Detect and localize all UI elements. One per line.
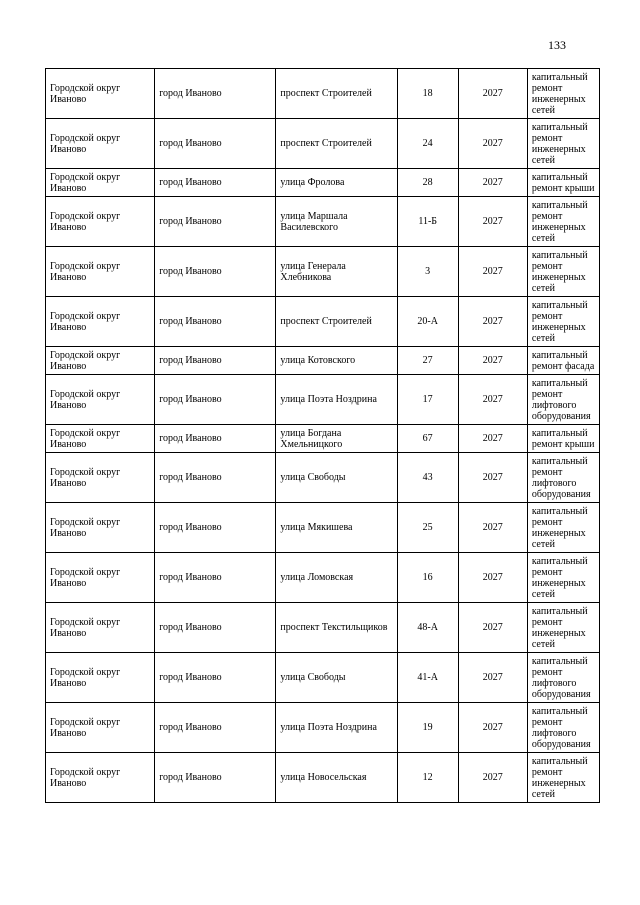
- year-cell: 2027: [458, 753, 527, 803]
- year-cell: 2027: [458, 603, 527, 653]
- street-cell: улица Фролова: [276, 169, 397, 197]
- table-row: [46, 119, 600, 169]
- year-cell: 2027: [458, 119, 527, 169]
- district-cell: Городской округ Иваново: [46, 247, 155, 297]
- city-cell: город Иваново: [155, 69, 276, 119]
- table-row: [46, 553, 600, 603]
- table-row: [46, 375, 600, 425]
- district-cell: Городской округ Иваново: [46, 425, 155, 453]
- house-cell: 19: [397, 703, 458, 753]
- city-cell: город Иваново: [155, 453, 276, 503]
- district-cell: Городской округ Иваново: [46, 69, 155, 119]
- house-cell: 48-А: [397, 603, 458, 653]
- city-cell: город Иваново: [155, 375, 276, 425]
- table-row: [46, 347, 600, 375]
- city-cell: город Иваново: [155, 119, 276, 169]
- year-cell: 2027: [458, 453, 527, 503]
- work-type-cell: капитальный ремонт инженерных сетей: [527, 69, 599, 119]
- house-cell: 16: [397, 553, 458, 603]
- district-cell: Городской округ Иваново: [46, 553, 155, 603]
- table-row: [46, 169, 600, 197]
- house-cell: 43: [397, 453, 458, 503]
- year-cell: 2027: [458, 347, 527, 375]
- street-cell: улица Генерала Хлебникова: [276, 247, 397, 297]
- work-type-cell: капитальный ремонт инженерных сетей: [527, 553, 599, 603]
- street-cell: проспект Строителей: [276, 119, 397, 169]
- street-cell: улица Новосельская: [276, 753, 397, 803]
- work-type-cell: капитальный ремонт инженерных сетей: [527, 119, 599, 169]
- table-body: [46, 69, 600, 803]
- district-cell: Городской округ Иваново: [46, 453, 155, 503]
- year-cell: 2027: [458, 69, 527, 119]
- district-cell: Городской округ Иваново: [46, 197, 155, 247]
- table-row: [46, 297, 600, 347]
- house-cell: 12: [397, 753, 458, 803]
- city-cell: город Иваново: [155, 703, 276, 753]
- district-cell: Городской округ Иваново: [46, 503, 155, 553]
- table-row: [46, 453, 600, 503]
- street-cell: улица Котовского: [276, 347, 397, 375]
- district-cell: Городской округ Иваново: [46, 375, 155, 425]
- table-row: [46, 425, 600, 453]
- house-cell: 27: [397, 347, 458, 375]
- district-cell: Городской округ Иваново: [46, 347, 155, 375]
- street-cell: улица Маршала Василевского: [276, 197, 397, 247]
- work-type-cell: капитальный ремонт инженерных сетей: [527, 603, 599, 653]
- district-cell: Городской округ Иваново: [46, 753, 155, 803]
- work-type-cell: капитальный ремонт лифтового оборудования: [527, 375, 599, 425]
- house-cell: 67: [397, 425, 458, 453]
- street-cell: улица Богдана Хмельницкого: [276, 425, 397, 453]
- work-type-cell: капитальный ремонт лифтового оборудования: [527, 653, 599, 703]
- city-cell: город Иваново: [155, 753, 276, 803]
- street-cell: улица Поэта Ноздрина: [276, 703, 397, 753]
- house-cell: 11-Б: [397, 197, 458, 247]
- district-cell: Городской округ Иваново: [46, 603, 155, 653]
- work-type-cell: капитальный ремонт инженерных сетей: [527, 247, 599, 297]
- city-cell: город Иваново: [155, 425, 276, 453]
- work-type-cell: капитальный ремонт инженерных сетей: [527, 297, 599, 347]
- city-cell: город Иваново: [155, 653, 276, 703]
- house-cell: 25: [397, 503, 458, 553]
- house-cell: 41-А: [397, 653, 458, 703]
- city-cell: город Иваново: [155, 247, 276, 297]
- district-cell: Городской округ Иваново: [46, 703, 155, 753]
- house-cell: 17: [397, 375, 458, 425]
- street-cell: улица Свободы: [276, 453, 397, 503]
- house-cell: 24: [397, 119, 458, 169]
- street-cell: улица Мякишева: [276, 503, 397, 553]
- year-cell: 2027: [458, 703, 527, 753]
- work-type-cell: капитальный ремонт лифтового оборудования: [527, 453, 599, 503]
- year-cell: 2027: [458, 169, 527, 197]
- street-cell: проспект Строителей: [276, 69, 397, 119]
- city-cell: город Иваново: [155, 197, 276, 247]
- work-type-cell: капитальный ремонт фасада: [527, 347, 599, 375]
- district-cell: Городской округ Иваново: [46, 297, 155, 347]
- table-row: [46, 197, 600, 247]
- house-cell: 18: [397, 69, 458, 119]
- house-cell: 3: [397, 247, 458, 297]
- district-cell: Городской округ Иваново: [46, 119, 155, 169]
- city-cell: город Иваново: [155, 553, 276, 603]
- table-row: [46, 603, 600, 653]
- table-row: [46, 69, 600, 119]
- city-cell: город Иваново: [155, 297, 276, 347]
- house-cell: 28: [397, 169, 458, 197]
- work-type-cell: капитальный ремонт лифтового оборудования: [527, 703, 599, 753]
- table-row: [46, 503, 600, 553]
- city-cell: город Иваново: [155, 169, 276, 197]
- district-cell: Городской округ Иваново: [46, 653, 155, 703]
- street-cell: проспект Текстильщиков: [276, 603, 397, 653]
- repair-schedule-table: [45, 68, 600, 803]
- year-cell: 2027: [458, 553, 527, 603]
- street-cell: улица Ломовская: [276, 553, 397, 603]
- street-cell: улица Поэта Ноздрина: [276, 375, 397, 425]
- year-cell: 2027: [458, 653, 527, 703]
- city-cell: город Иваново: [155, 503, 276, 553]
- table-row: [46, 653, 600, 703]
- street-cell: проспект Строителей: [276, 297, 397, 347]
- table-row: [46, 703, 600, 753]
- work-type-cell: капитальный ремонт инженерных сетей: [527, 197, 599, 247]
- page-number: 133: [548, 38, 566, 52]
- city-cell: город Иваново: [155, 603, 276, 653]
- district-cell: Городской округ Иваново: [46, 169, 155, 197]
- city-cell: город Иваново: [155, 347, 276, 375]
- work-type-cell: капитальный ремонт крыши: [527, 425, 599, 453]
- work-type-cell: капитальный ремонт крыши: [527, 169, 599, 197]
- year-cell: 2027: [458, 197, 527, 247]
- year-cell: 2027: [458, 503, 527, 553]
- street-cell: улица Свободы: [276, 653, 397, 703]
- year-cell: 2027: [458, 375, 527, 425]
- table-row: [46, 753, 600, 803]
- table-row: [46, 247, 600, 297]
- year-cell: 2027: [458, 297, 527, 347]
- year-cell: 2027: [458, 425, 527, 453]
- year-cell: 2027: [458, 247, 527, 297]
- work-type-cell: капитальный ремонт инженерных сетей: [527, 753, 599, 803]
- work-type-cell: капитальный ремонт инженерных сетей: [527, 503, 599, 553]
- house-cell: 20-А: [397, 297, 458, 347]
